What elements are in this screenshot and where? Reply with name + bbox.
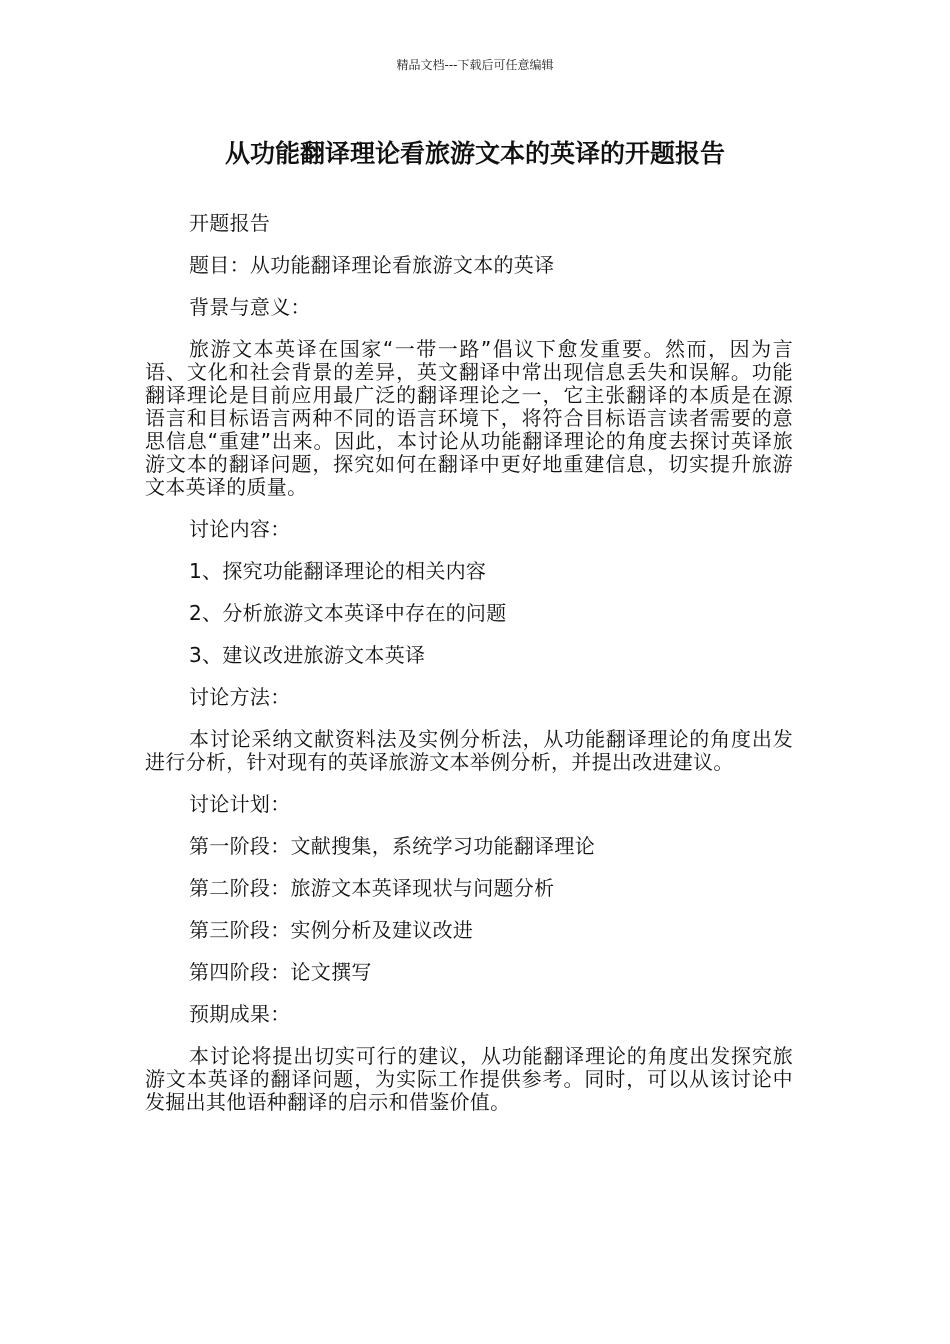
results-paragraph: 本讨论将提出切实可行的建议，从功能翻译理论的角度出发探究旅游文本英译的翻译问题，为实际工作提供参考。同时，可以从该讨论中发掘出其他语种翻译的启示和借鉴价值。 (145, 1044, 793, 1114)
plan-heading: 讨论计划： (189, 792, 291, 816)
content-heading: 讨论内容： (189, 517, 291, 541)
results-heading: 预期成果： (189, 1002, 291, 1026)
report-label: 开题报告 (189, 211, 271, 235)
plan-item: 第二阶段：旅游文本英译现状与问题分析 (189, 876, 555, 900)
method-heading: 讨论方法： (189, 685, 291, 709)
content-item: 1、探究功能翻译理论的相关内容 (189, 559, 487, 583)
content-item: 3、建议改进旅游文本英译 (189, 643, 426, 667)
plan-item: 第三阶段：实例分析及建议改进 (189, 918, 474, 942)
plan-item: 第四阶段：论文撰写 (189, 960, 372, 984)
plan-item: 第一阶段：文献搜集，系统学习功能翻译理论 (189, 834, 595, 858)
page-header-note: 精品文档---下载后可任意编辑 (396, 58, 554, 72)
background-heading: 背景与意义： (189, 295, 311, 319)
background-paragraph: 旅游文本英译在国家“一带一路”倡议下愈发重要。然而，因为言语、文化和社会背景的差异，英文翻译中常出现信息丢失和误解。功能翻译理论是目前应用最广泛的翻译理论之一，它主张翻译的本质是在源语言和目标语言两种不同的语言环境下，将符合目标语言读者需要的意思信息“重建”出来。因此，本讨论从功能翻译理论的角度去探讨英译旅游文本的翻译问题，探究如何在翻译中更好地重建信息，切实提升旅游文本英译的质量。 (145, 337, 793, 499)
topic-line: 题目：从功能翻译理论看旅游文本的英译 (189, 253, 555, 277)
document-body (145, 212, 793, 1133)
document-title: 从功能翻译理论看旅游文本的英译的开题报告 (224, 139, 725, 168)
method-paragraph: 本讨论采纳文献资料法及实例分析法，从功能翻译理论的角度出发进行分析，针对现有的英译旅游文本举例分析，并提出改进建议。 (145, 727, 793, 774)
content-item: 2、分析旅游文本英译中存在的问题 (189, 601, 507, 625)
